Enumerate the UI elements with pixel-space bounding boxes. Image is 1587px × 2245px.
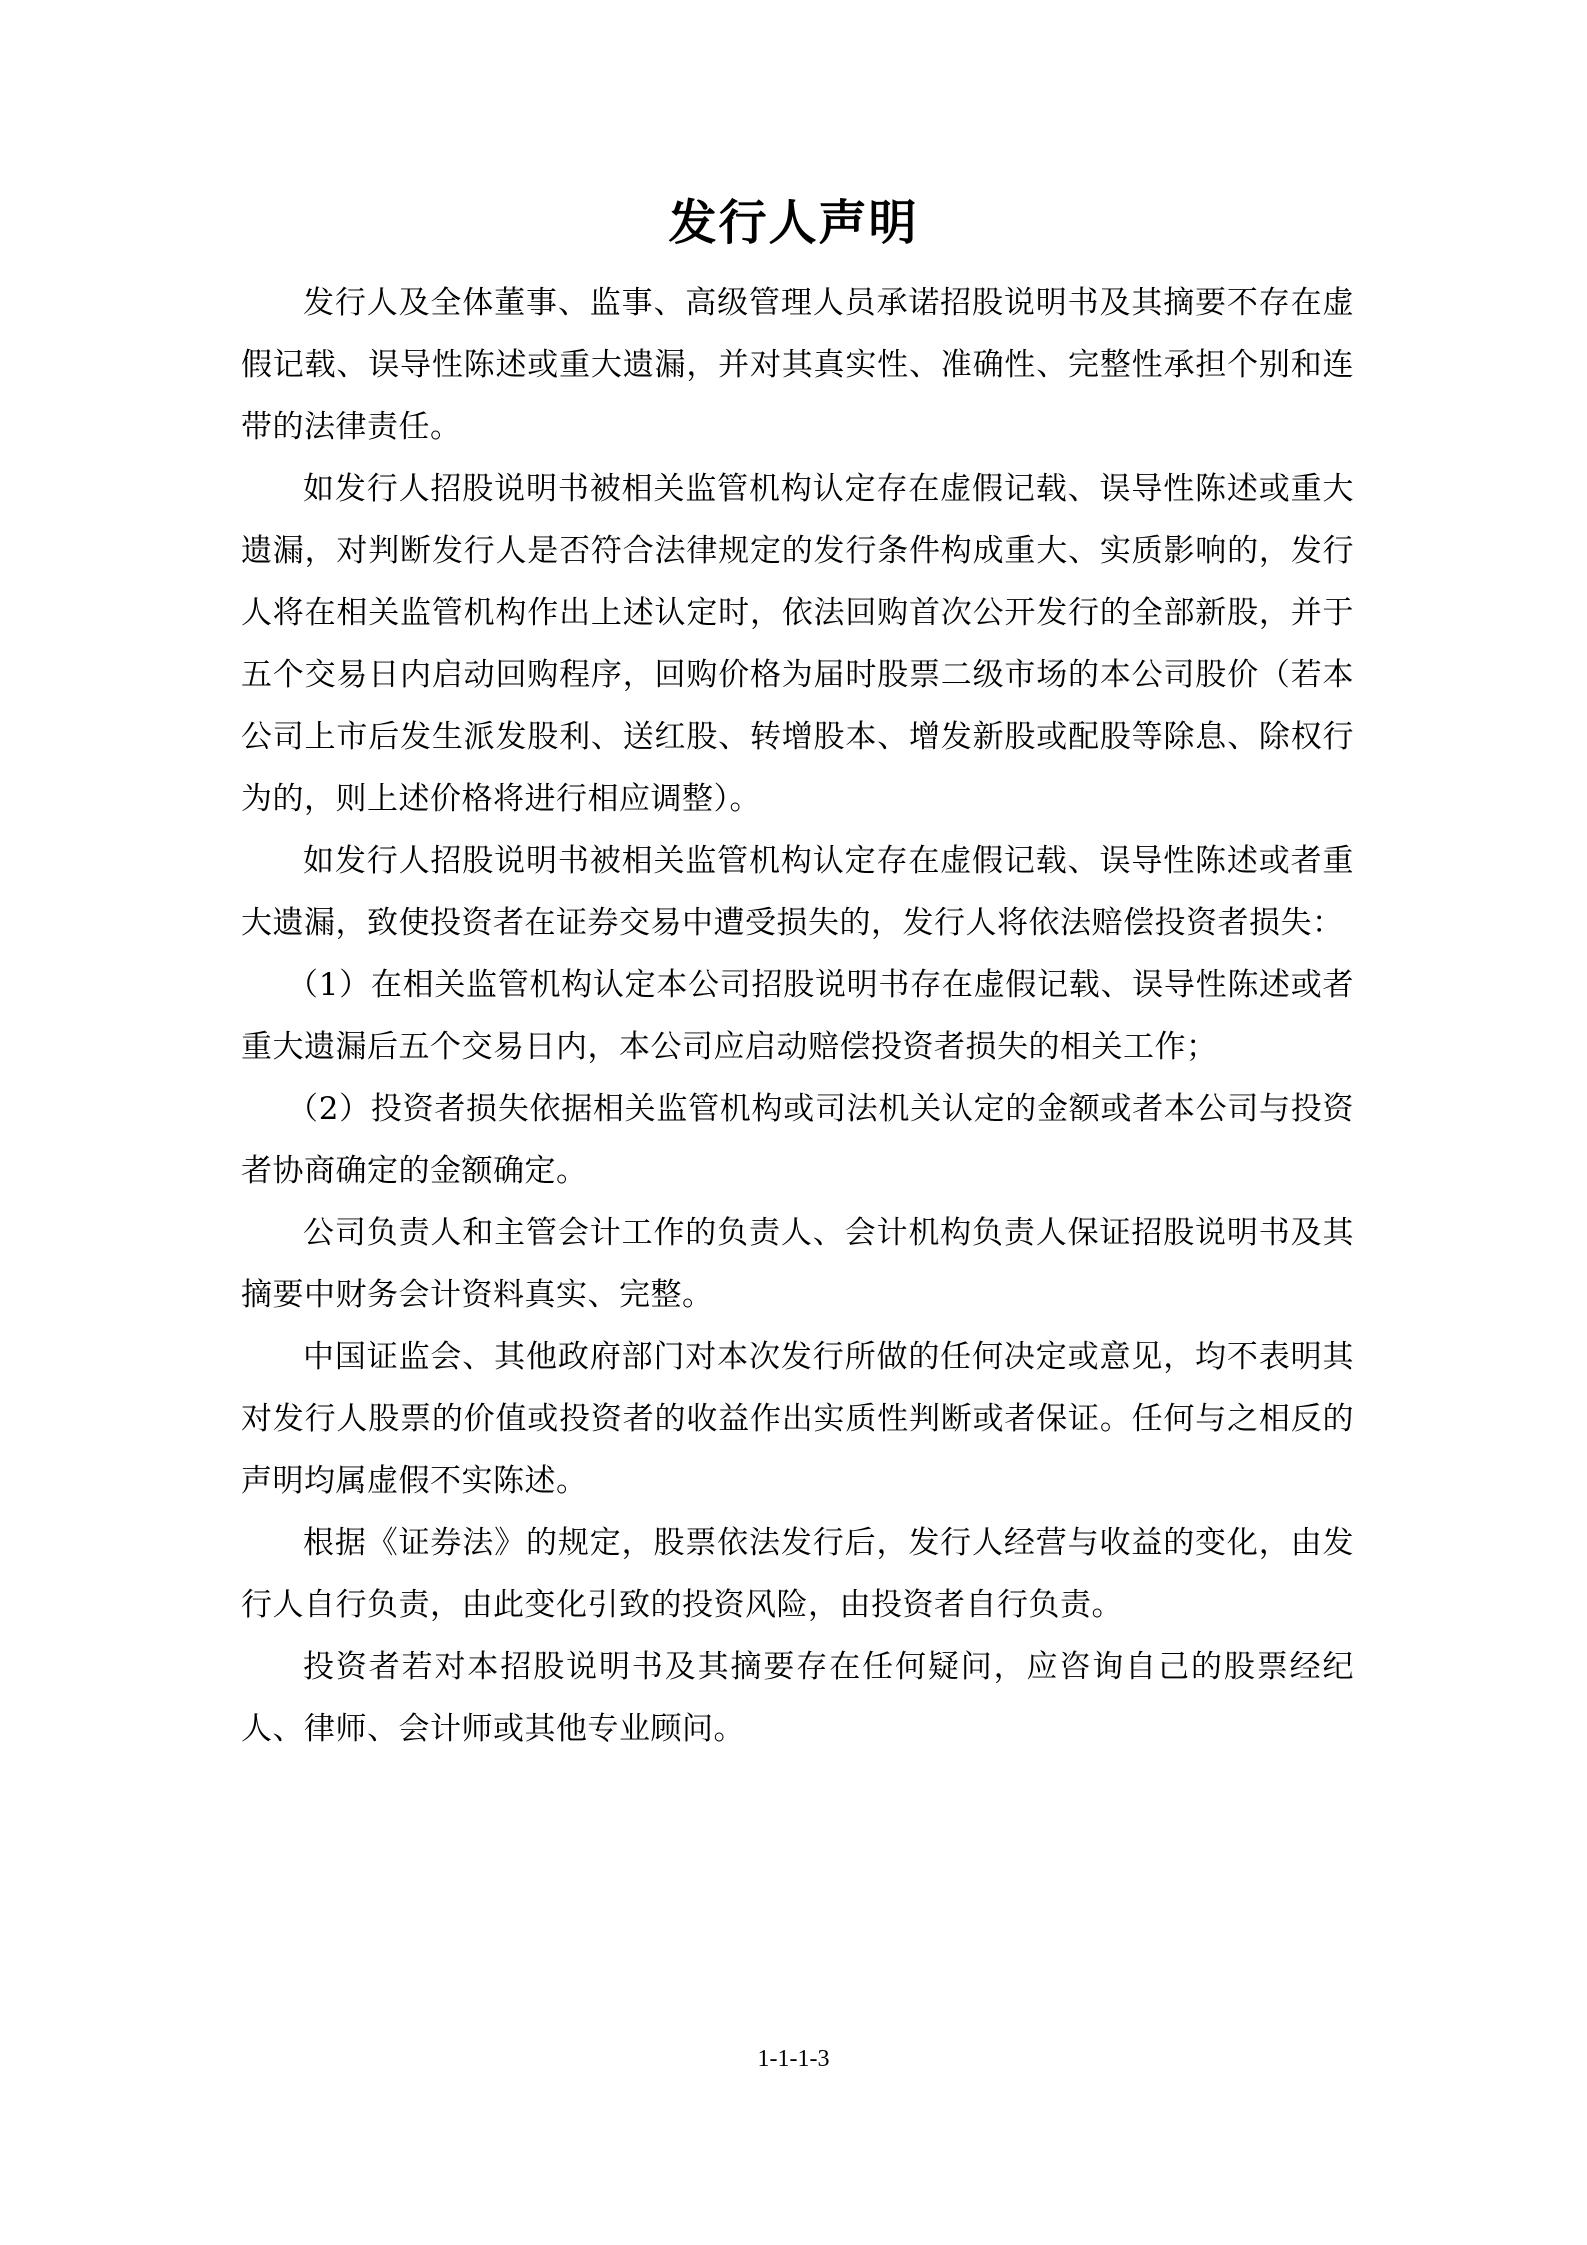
paragraph-commitment: 发行人及全体董事、监事、高级管理人员承诺招股说明书及其摘要不存在虚假记载、误导性陈述或重大遗漏，并对其真实性、准确性、完整性承担个别和连带的法律责任。 [241, 285, 1354, 445]
paragraph-compensation: 如发行人招股说明书被相关监管机构认定存在虚假记载、误导性陈述或者重大遗漏，致使投资者在证券交易中遭受损失的，发行人将依法赔偿投资者损失： [241, 843, 1354, 941]
statement-body [241, 272, 1354, 1760]
paragraph-investor-advice: 投资者若对本招股说明书及其摘要存在任何疑问，应咨询自己的股票经纪人、律师、会计师或其他专业顾问。 [241, 1649, 1354, 1747]
page-title: 发行人声明 [668, 195, 919, 251]
paragraph-item-2: （2）投资者损失依据相关监管机构或司法机关认定的金额或者本公司与投资者协商确定的金额确定。 [241, 1091, 1354, 1189]
page-number: 1-1-1-3 [757, 2046, 830, 2072]
paragraph-securities-law: 根据《证券法》的规定，股票依法发行后，发行人经营与收益的变化，由发行人自行负责，由此变化引致的投资风险，由投资者自行负责。 [241, 1525, 1354, 1623]
paragraph-item-1: （1）在相关监管机构认定本公司招股说明书存在虚假记载、误导性陈述或者重大遗漏后五个交易日内，本公司应启动赔偿投资者损失的相关工作； [241, 967, 1354, 1065]
paragraph-repurchase: 如发行人招股说明书被相关监管机构认定存在虚假记载、误导性陈述或重大遗漏，对判断发行人是否符合法律规定的发行条件构成重大、实质影响的，发行人将在相关监管机构作出上述认定时，依法回购首次公开发行的全部新股，并于五个交易日内启动回购程序，回购价格为届时股票二级市场的本公司股价（若本公司上市后发生派发股利、送红股、转增股本、增发新股或配股等除息、除权行为的，则上述价格将进行相应调整）。 [241, 471, 1354, 817]
paragraph-financial-assurance: 公司负责人和主管会计工作的负责人、会计机构负责人保证招股说明书及其摘要中财务会计资料真实、完整。 [241, 1215, 1354, 1313]
paragraph-csrc-disclaimer: 中国证监会、其他政府部门对本次发行所做的任何决定或意见，均不表明其对发行人股票的价值或投资者的收益作出实质性判断或者保证。任何与之相反的声明均属虚假不实陈述。 [241, 1339, 1354, 1499]
